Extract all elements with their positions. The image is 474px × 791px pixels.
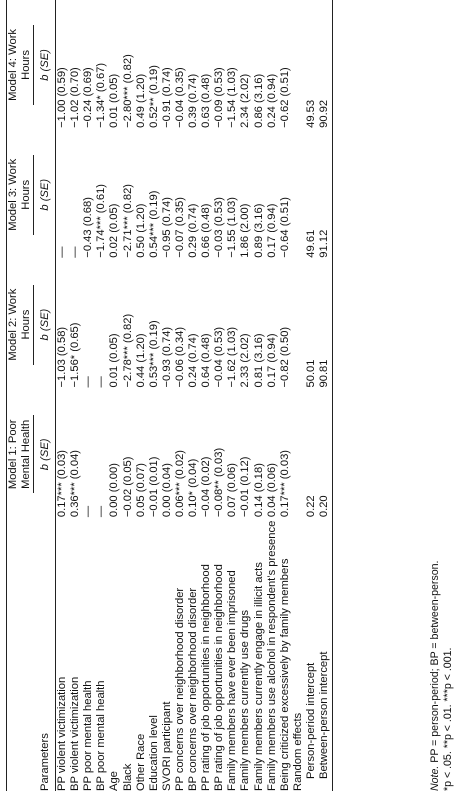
model-2-value: — [82, 376, 95, 388]
model-1-value: 0.36*** (0.04) [69, 449, 82, 518]
model-1-value: 0.06*** (0.02) [173, 449, 186, 518]
row-label: PP concerns over neighborhood disorder [173, 587, 186, 791]
row-label: BP rating of job opportunities in neighborhood [213, 564, 226, 791]
table-row [200, 0, 213, 791]
model-3-value: −2.71*** (0.82) [121, 183, 134, 258]
model-2-value: −0.82 (0.50) [278, 326, 291, 388]
row-label: PP rating of job opportunities in neighborhood [200, 564, 213, 791]
row-label: Age [108, 771, 121, 791]
model-1-value: −0.08** (0.03) [213, 447, 226, 518]
model-4-value: −0.24 (0.69) [82, 67, 95, 128]
row-label: Family members currently engage in illicit acts [252, 562, 265, 791]
parameters-header: Parameters [36, 519, 56, 791]
model-2-value: −0.93 (0.74) [160, 326, 173, 388]
row-label: BP poor mental health [95, 680, 108, 791]
model-2-value: 50.01 [304, 359, 317, 388]
model-1-value: 0.00 (0.04) [160, 463, 173, 518]
model-3-value: 91.12 [318, 130, 333, 260]
model-4-value: −0.09 (0.53) [213, 67, 226, 128]
model-3-value: — [69, 246, 82, 258]
model-2-value: 0.17 (0.94) [265, 333, 278, 388]
model-1-value: 0.05 (0.07) [134, 463, 147, 518]
table-row [56, 0, 70, 791]
model-1-value: 0.07 (0.06) [226, 463, 239, 518]
model-1-value: −0.01 (0.01) [147, 456, 160, 518]
model-3-value: 0.50 (1.20) [134, 203, 147, 258]
model-2-value: −1.62 (1.03) [226, 326, 239, 388]
model-1-header: Model 1: Poor Mental Health [7, 390, 37, 520]
table-row [266, 0, 279, 791]
model-2-value: 90.81 [318, 260, 333, 390]
model-2-value: −1.56* (0.65) [69, 322, 82, 388]
model-2-value: 0.44 (1.20) [134, 333, 147, 388]
model-1-stat-header: b (SE) [36, 390, 56, 520]
model-2-value: 0.01 (0.05) [108, 333, 121, 388]
model-4-header: Model 4: Work Hours [7, 0, 37, 130]
model-1-value: 0.20 [318, 390, 333, 520]
model-4-value: 49.53 [304, 99, 317, 128]
model-4-value: 0.01 (0.05) [108, 73, 121, 128]
random-effect-row [305, 0, 318, 791]
table-body [56, 0, 333, 791]
model-1-value: 0.22 [304, 495, 317, 518]
table-row [161, 0, 174, 791]
model-4-value: 0.24 (0.94) [265, 73, 278, 128]
model-4-stat-header: b (SE) [36, 0, 56, 130]
model-4-value: 2.34 (2.02) [239, 73, 252, 128]
model-2-value: 0.81 (3.16) [252, 333, 265, 388]
row-label: Between-person intercept [318, 519, 333, 791]
table-row [226, 0, 239, 791]
model-3-value: −0.43 (0.68) [82, 197, 95, 258]
table-row [69, 0, 82, 791]
row-label: Family members currently use drugs [239, 610, 252, 791]
model-3-value: −0.07 (0.35) [173, 197, 186, 258]
model-4-value: 0.63 (0.48) [200, 73, 213, 128]
table-row [135, 0, 148, 791]
model-2-value: −0.06 (0.34) [173, 326, 186, 388]
model-4-value: 90.92 [318, 0, 333, 130]
model-3-value: 0.17 (0.94) [265, 203, 278, 258]
model-1-value: 0.14 (0.18) [252, 463, 265, 518]
model-1-value: 0.17*** (0.03) [56, 449, 69, 518]
model-3-value: −1.74*** (0.61) [95, 183, 108, 258]
table-row [213, 0, 226, 791]
table-row [148, 0, 161, 791]
random-effects-row [292, 0, 305, 791]
random-effect-row [318, 0, 333, 791]
table-row [174, 0, 187, 791]
row-label: Family members have ever been imprisoned [226, 570, 239, 791]
model-3-value: −0.95 (0.74) [160, 197, 173, 258]
model-3-header: Model 3: Work Hours [7, 130, 37, 260]
model-1-value: 0.10* (0.04) [187, 458, 200, 518]
model-4-value: −1.02 (0.70) [69, 67, 82, 128]
model-1-value: — [82, 505, 95, 518]
table-notes [429, 561, 454, 791]
model-4-value: 0.39 (0.74) [187, 73, 200, 128]
model-2-value: −1.03 (0.58) [56, 326, 69, 388]
stat-header-row [36, 0, 56, 791]
row-label: BP concerns over neighborhood disorder [187, 587, 200, 791]
significance-line: *p < .05. **p < .01. ***p < .001. [441, 647, 454, 791]
model-1-value: 0.00 (0.00) [108, 463, 121, 518]
parameters-header-spacer [7, 519, 37, 791]
model-4-value: −1.54 (1.03) [226, 67, 239, 128]
model-3-value: 0.89 (3.16) [252, 203, 265, 258]
model-4-value: −2.80*** (0.82) [121, 54, 134, 128]
model-header-row [7, 0, 37, 791]
row-label: Person-period intercept [304, 662, 317, 779]
model-4-value: 0.86 (3.16) [252, 73, 265, 128]
model-1-value: 0.04 (0.06) [265, 463, 278, 518]
table-row [95, 0, 108, 791]
model-2-value: 2.33 (2.02) [239, 333, 252, 388]
model-3-stat-header: b (SE) [36, 130, 56, 260]
model-1-value: −0.02 (0.05) [121, 456, 134, 518]
note-line: Note. PP = person-period; BP = between-person. [429, 560, 441, 791]
table-row [239, 0, 252, 791]
table-row [122, 0, 135, 791]
model-1-value: — [95, 505, 108, 518]
table-row [279, 0, 292, 791]
model-3-value: 0.02 (0.05) [108, 203, 121, 258]
row-label: Being criticized excessively by family members [278, 558, 291, 791]
model-3-value: −0.03 (0.53) [213, 197, 226, 258]
regression-table [6, 0, 333, 791]
model-3-value: 49.61 [304, 229, 317, 258]
model-3-value: −1.55 (1.03) [226, 197, 239, 258]
model-4-value: 0.49 (1.20) [134, 73, 147, 128]
model-3-value: 0.66 (0.48) [200, 203, 213, 258]
row-label: SVORI participant [160, 701, 173, 791]
model-2-stat-header: b (SE) [36, 260, 56, 390]
random-effects-label: Random effects [291, 712, 304, 791]
row-label: PP poor mental health [82, 680, 95, 791]
row-label: BP violent victimization [69, 676, 82, 791]
table-row [187, 0, 200, 791]
model-3-value: −0.64 (0.51) [278, 197, 291, 258]
table-row [82, 0, 95, 791]
model-3-value: 0.54*** (0.19) [147, 190, 160, 258]
model-2-value: −2.78*** (0.82) [121, 313, 134, 388]
model-1-value: −0.04 (0.02) [200, 456, 213, 518]
model-2-value: −0.04 (0.53) [213, 326, 226, 388]
model-4-value: 0.52** (0.19) [147, 65, 160, 128]
model-3-value: 1.86 (2.00) [239, 203, 252, 258]
model-2-value: 0.64 (0.48) [200, 333, 213, 388]
model-4-value: −0.04 (0.35) [173, 67, 186, 128]
row-label: Education level [147, 715, 160, 791]
row-label: PP violent victimization [56, 676, 69, 791]
model-3-value: 0.29 (0.74) [187, 203, 200, 258]
model-4-value: −0.62 (0.51) [278, 67, 291, 128]
model-2-header: Model 2: Work Hours [7, 260, 37, 390]
model-1-value: 0.17*** (0.03) [278, 449, 291, 518]
model-2-value: — [95, 376, 108, 388]
table-row [253, 0, 266, 791]
row-label: Other Race [134, 733, 147, 791]
table-row [108, 0, 121, 791]
model-3-value: — [56, 246, 69, 258]
model-2-value: 0.53*** (0.19) [147, 320, 160, 388]
row-label: Family members use alcohol in respondent’s presence [265, 520, 278, 791]
model-4-value: −1.34* (0.67) [95, 62, 108, 128]
model-4-value: −0.91 (0.74) [160, 67, 173, 128]
row-label: Black [121, 763, 134, 791]
model-4-value: −1.00 (0.59) [56, 67, 69, 128]
model-1-value: −0.01 (0.12) [239, 456, 252, 518]
model-2-value: 0.24 (0.74) [187, 333, 200, 388]
